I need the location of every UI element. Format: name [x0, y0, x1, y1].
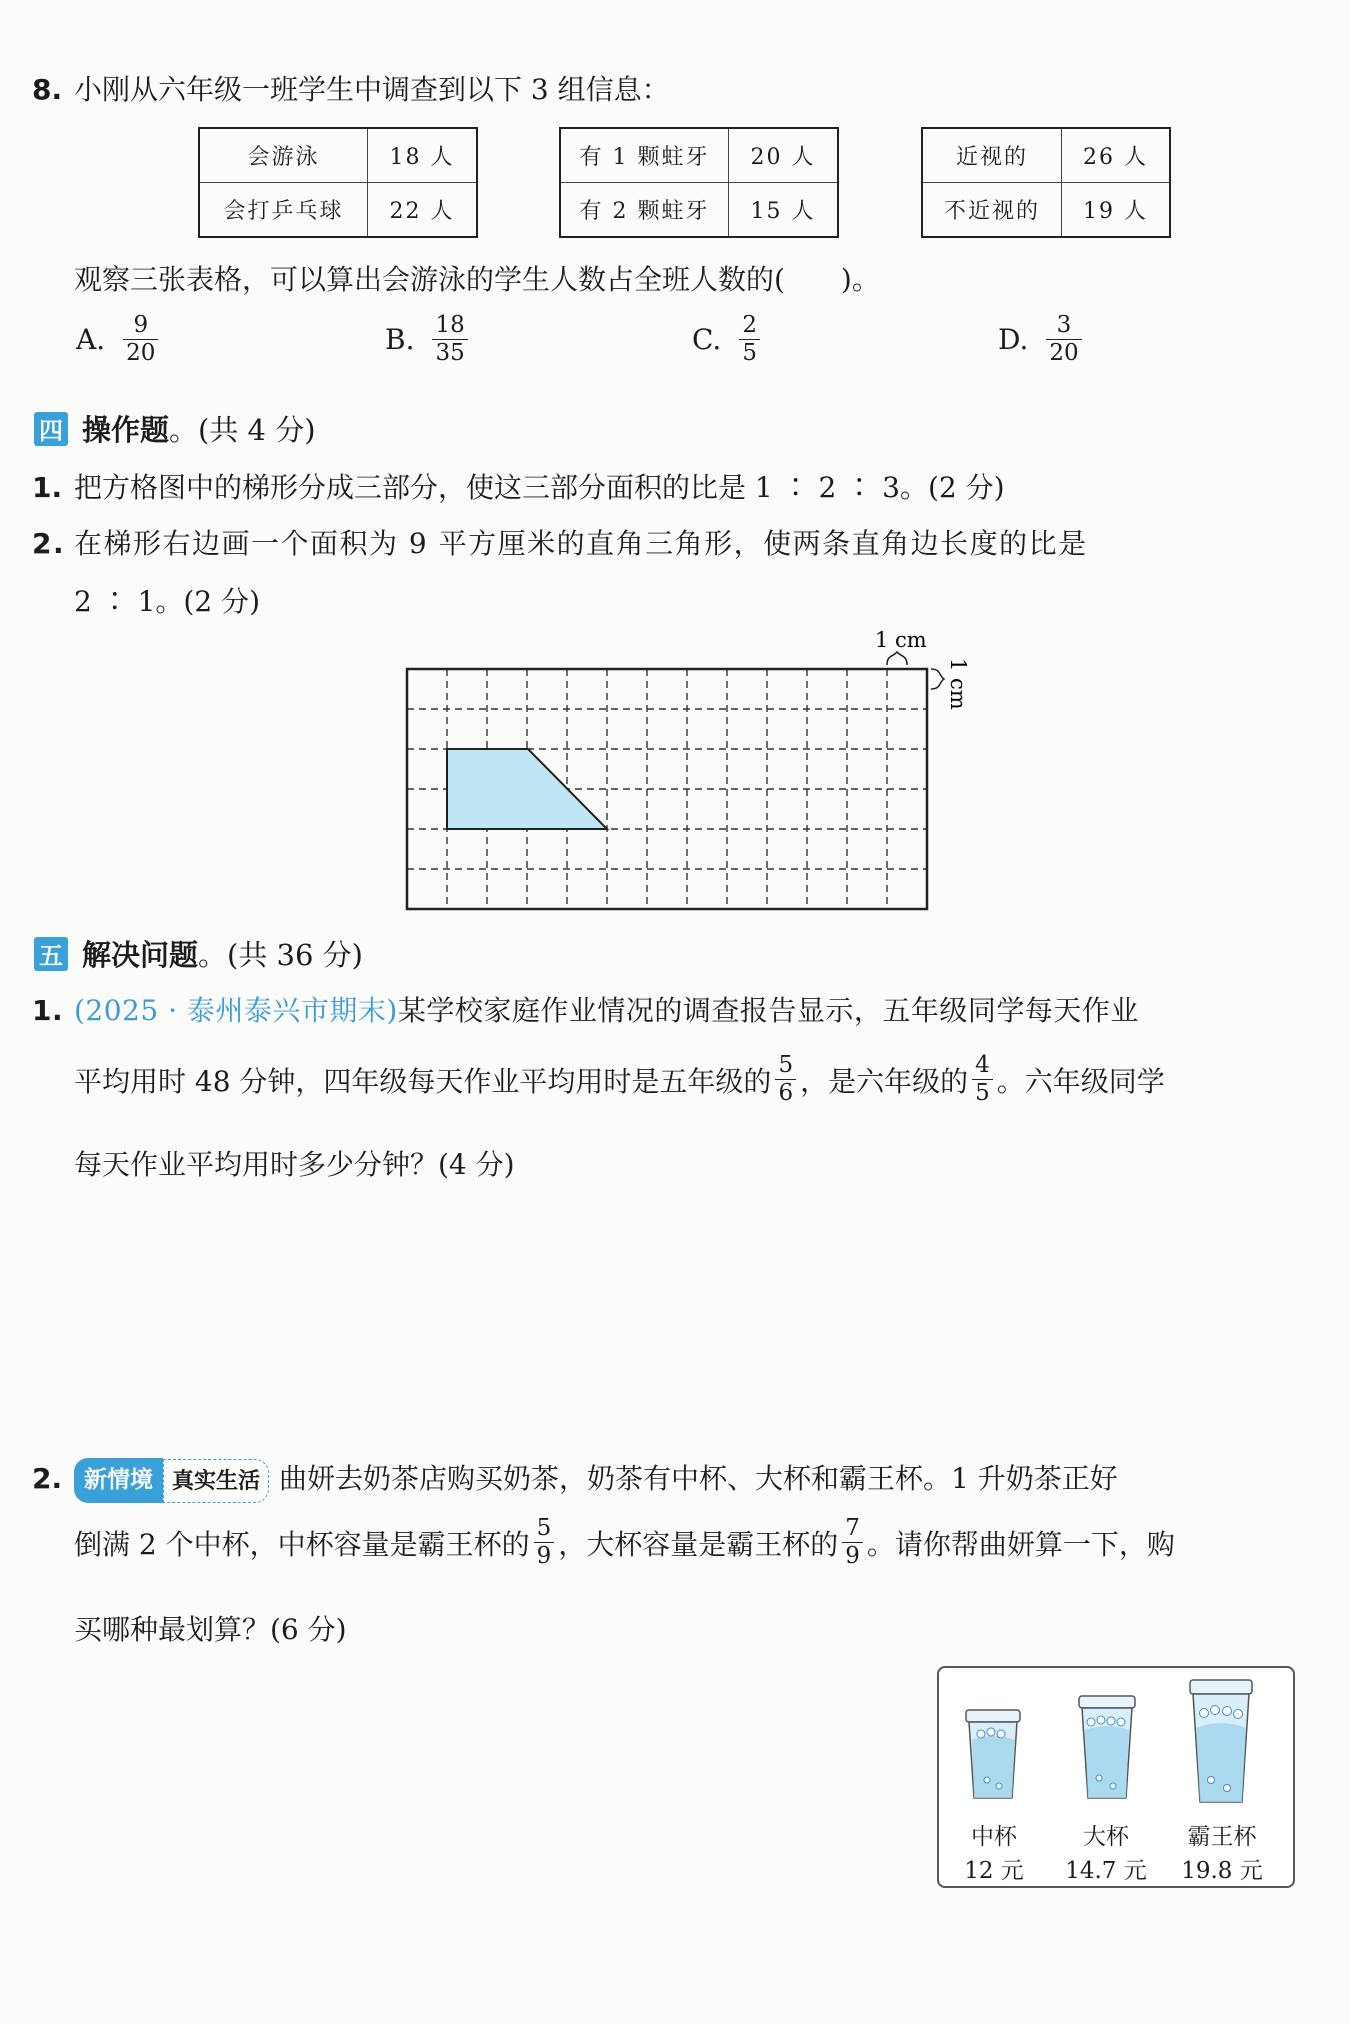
- table-cell: 会打乒乓球: [199, 183, 368, 238]
- choice-b[interactable]: [385, 312, 472, 367]
- table-cell: 18 人: [368, 128, 478, 183]
- trapezoid-shape[interactable]: [447, 749, 607, 829]
- fraction-numerator: 5: [778, 1052, 794, 1078]
- s5-q2-text: 曲妍去奶茶店购买奶茶，奶茶有中杯、大杯和霸王杯。1 升奶茶正好: [279, 1462, 1118, 1495]
- text-segment: ，大杯容量是霸王杯的: [558, 1527, 839, 1561]
- table-cell: 22 人: [368, 183, 478, 238]
- unit-label-horizontal: 1 cm: [875, 630, 927, 652]
- s5-q1-line3: 每天作业平均用时多少分钟？(4 分): [74, 1148, 515, 1181]
- info-table-eyesight: [921, 127, 1171, 238]
- choice-letter: B.: [385, 323, 415, 356]
- table-cell: 20 人: [729, 128, 839, 183]
- s5-q2-line1: [32, 1458, 1310, 1503]
- table-cell: 有 2 颗蛀牙: [560, 183, 729, 238]
- fraction-denominator: 9: [842, 1542, 863, 1570]
- text-segment: 平均用时 48 分钟，四年级每天作业平均用时是五年级的: [74, 1064, 772, 1098]
- s5-q1-number: 1.: [32, 994, 64, 1027]
- fraction-denominator: 20: [1046, 339, 1081, 367]
- s4-q1-text: 把方格图中的梯形分成三部分，使这三部分面积的比是 1 ∶ 2 ∶ 3。(2 分): [74, 471, 1005, 504]
- milk-tea-price-box: [937, 1666, 1295, 1888]
- table-cell: 19 人: [1062, 183, 1171, 238]
- section-5-heading: [34, 933, 363, 974]
- choice-letter: A.: [76, 323, 106, 356]
- s5-q1-line1: [32, 991, 1310, 1031]
- choice-c[interactable]: [692, 312, 764, 367]
- fraction: [534, 1515, 555, 1570]
- cup-price-large: 14.7 元: [1065, 1858, 1147, 1884]
- table-cell: 近视的: [922, 128, 1062, 183]
- table-cell: 26 人: [1062, 128, 1171, 183]
- large-cup-icon: [1079, 1696, 1135, 1798]
- fraction-denominator: 5: [972, 1079, 993, 1107]
- fraction-numerator: 18: [435, 312, 465, 338]
- fraction: [972, 1052, 993, 1107]
- fraction-numerator: 2: [742, 312, 757, 338]
- fraction-numerator: 4: [975, 1052, 990, 1078]
- s5-q1-line2: [74, 1052, 1165, 1107]
- s4-q2-line2: 2 ∶ 1。(2 分): [74, 585, 260, 618]
- tag-new-situation: 新情境: [74, 1458, 163, 1503]
- fraction: [1046, 312, 1081, 367]
- tag-real-life: 真实生活: [163, 1459, 269, 1503]
- s5-q2-line2: [74, 1515, 1175, 1570]
- q8-question: 观察三张表格，可以算出会游泳的学生人数占全班人数的( )。: [74, 263, 880, 296]
- section-title: 操作题: [82, 413, 170, 447]
- fraction: [739, 312, 760, 367]
- fraction-denominator: 6: [775, 1079, 796, 1107]
- s4-q1-number: 1.: [32, 471, 63, 504]
- medium-cup-icon: [966, 1710, 1020, 1798]
- brace-vertical: [931, 669, 944, 689]
- s4-q2-text: 在梯形右边画一个面积为 9 平方厘米的直角三角形，使两条直角边长度的比是: [74, 527, 1088, 560]
- cups-illustration: [939, 1668, 1293, 1818]
- fraction: [842, 1515, 863, 1570]
- fraction-numerator: 3: [1056, 312, 1072, 338]
- section-number-badge: 五: [34, 937, 68, 971]
- brace-horizontal: [887, 652, 907, 665]
- fraction-denominator: 5: [739, 339, 760, 367]
- fraction-numerator: 9: [133, 312, 149, 338]
- section-4-heading: [34, 408, 316, 449]
- choice-a[interactable]: [76, 312, 162, 367]
- fraction-numerator: 5: [536, 1515, 552, 1541]
- table-cell: 15 人: [729, 183, 839, 238]
- choice-letter: C.: [692, 323, 722, 356]
- fraction-denominator: 20: [123, 339, 158, 367]
- s4-q1-line: [32, 468, 1310, 508]
- s4-q2-line1: [32, 524, 1310, 564]
- choice-letter: D.: [998, 323, 1029, 356]
- grid-diagram: [395, 630, 975, 920]
- table-cell: 会游泳: [199, 128, 368, 183]
- s4-q2-number: 2.: [32, 527, 66, 560]
- cup-name-medium: 中杯: [971, 1824, 1017, 1850]
- fraction: [775, 1052, 796, 1107]
- section-score: 。(共 36 分): [198, 938, 363, 972]
- q8-stem: 小刚从六年级一班学生中调查到以下 3 组信息：: [74, 73, 670, 106]
- fraction: [432, 312, 467, 367]
- fraction-numerator: 7: [845, 1515, 860, 1541]
- table-cell: 有 1 颗蛀牙: [560, 128, 729, 183]
- q8-number: 8.: [32, 73, 63, 106]
- s5-q2-number: 2.: [32, 1462, 63, 1495]
- cup-price-king: 19.8 元: [1181, 1858, 1263, 1884]
- table-cell: 不近视的: [922, 183, 1062, 238]
- fraction: [123, 312, 158, 367]
- section-score: 。(共 4 分): [169, 413, 316, 447]
- text-segment: ，是六年级的: [800, 1064, 969, 1098]
- choice-d[interactable]: [998, 312, 1086, 367]
- unit-label-vertical: 1 cm: [946, 658, 970, 710]
- section-title: 解决问题: [82, 938, 199, 972]
- source-tag: (2025 · 泰州泰兴市期末): [74, 994, 398, 1027]
- king-cup-icon: [1190, 1680, 1252, 1802]
- s5-q1-text: 某学校家庭作业情况的调查报告显示，五年级同学每天作业: [397, 994, 1139, 1027]
- text-segment: 。六年级同学: [996, 1064, 1165, 1098]
- text-segment: 。请你帮曲妍算一下，购: [866, 1527, 1175, 1561]
- fraction-denominator: 9: [534, 1542, 555, 1570]
- s5-q2-line3: 买哪种最划算？(6 分): [74, 1613, 347, 1646]
- cup-name-large: 大杯: [1083, 1824, 1129, 1850]
- q8-stem-line: [32, 70, 1310, 110]
- cup-price-medium: 12 元: [964, 1858, 1024, 1884]
- info-table-cavities: [559, 127, 839, 238]
- fraction-denominator: 35: [432, 339, 467, 367]
- cup-name-king: 霸王杯: [1187, 1824, 1257, 1850]
- text-segment: 倒满 2 个中杯，中杯容量是霸王杯的: [74, 1527, 530, 1561]
- info-table-swimming: [198, 127, 478, 238]
- section-number-badge: 四: [34, 412, 68, 446]
